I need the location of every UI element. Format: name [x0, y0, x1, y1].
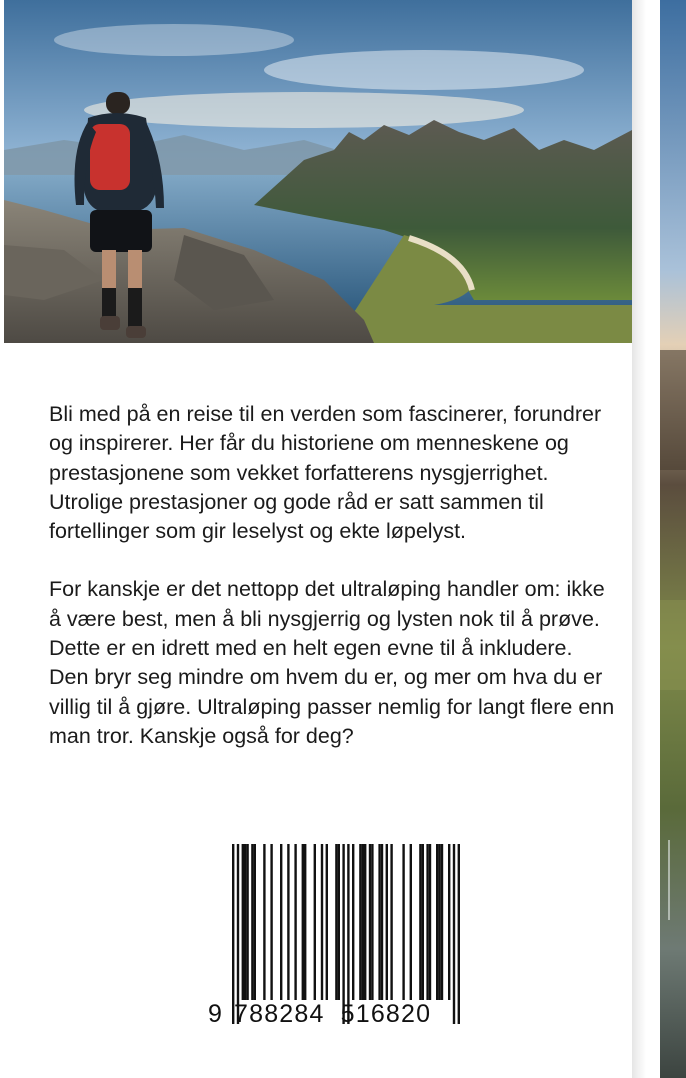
barcode-bar — [294, 844, 296, 1000]
barcode-bar — [335, 844, 337, 1000]
back-cover-blurb — [49, 400, 639, 751]
isbn-left-group: 788284 — [234, 1000, 325, 1028]
barcode-guard-bar — [453, 844, 455, 1024]
barcode-bar — [359, 844, 361, 1000]
barcode-bar — [369, 844, 371, 1000]
barcode-bar — [419, 844, 421, 1000]
barcode-bar — [326, 844, 328, 1000]
barcode-bar — [362, 844, 364, 1000]
cover-photo — [4, 0, 632, 343]
barcode-bar — [304, 844, 306, 1000]
barcode-bar — [422, 844, 424, 1000]
barcode-bar — [314, 844, 316, 1000]
barcode-bar — [263, 844, 265, 1000]
barcode-bar — [429, 844, 431, 1000]
barcode-guard-bar — [458, 844, 460, 1024]
barcode-guard-bar — [232, 844, 234, 1024]
barcode-bar — [410, 844, 412, 1000]
barcode-bar — [402, 844, 404, 1000]
barcode-bar — [390, 844, 392, 1000]
barcode-bar — [338, 844, 340, 1000]
adjacent-cover-strip — [660, 0, 686, 1078]
barcode-bar — [244, 844, 246, 1000]
blurb-paragraph-1: Bli med på en reise til en verden som fascinerer, forundrer og inspirerer. Her får du historiene om menneskene og prestasjonene som vekket forfatterens nysgjerrighet. Utrolige prestasjoner og gode råd er satt sammen til fortellinger som gir leselyst og ekte løpelyst. — [49, 402, 602, 544]
barcode-bar — [302, 844, 304, 1000]
barcode-bar — [270, 844, 272, 1000]
barcode-bar — [246, 844, 248, 1000]
barcode-guard-bar — [342, 844, 344, 1024]
barcode-bar — [242, 844, 244, 1000]
barcode-guard-bar — [237, 844, 239, 1024]
isbn-number — [208, 1000, 458, 1029]
barcode-bar — [251, 844, 253, 1000]
barcode-bar — [287, 844, 289, 1000]
barcode-bar — [381, 844, 383, 1000]
isbn-right-group: 516820 — [340, 1000, 432, 1028]
barcode-bar — [436, 844, 438, 1000]
barcode-bar — [280, 844, 282, 1000]
barcode-bar — [364, 844, 366, 1000]
barcode-bar — [438, 844, 440, 1000]
barcode-bar — [254, 844, 256, 1000]
barcode-bar — [352, 844, 354, 1000]
isbn-lead-digit: 9 — [208, 1000, 224, 1028]
barcode-bar — [371, 844, 373, 1000]
barcode-bar — [386, 844, 388, 1000]
barcode-bar — [448, 844, 450, 1000]
barcode-bar — [441, 844, 443, 1000]
barcode-bar — [426, 844, 428, 1000]
barcode-guard-bar — [347, 844, 349, 1024]
barcode-bar — [321, 844, 323, 1000]
blurb-paragraph-2: For kanskje er det nettopp det ultraløping handler om: ikke å være best, men å bli nysgjerrig og lysten nok til å prøve. Dette er en idrett med en helt egen evne til å inkludere. Den bryr seg mindre om hvem du er, og mer om hva du er villig til å gjøre. Ultraløping passer nemlig for langt flere enn man tror. Kanskje også for deg? — [49, 577, 615, 748]
barcode-bar — [378, 844, 380, 1000]
